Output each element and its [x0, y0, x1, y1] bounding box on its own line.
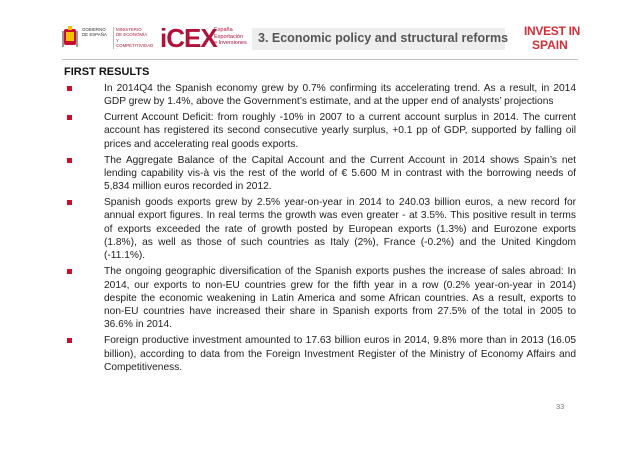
section-heading: FIRST RESULTS [64, 66, 150, 78]
bullet-text: Spanish goods exports grew by 2.5% year-on-year in 2014 to 240.03 billion euros, a new record for annual export figures. In real terms the growth was even greater - at 3.5%. This positive result in terms of exports exceeded the rate of growth posted by European exports (1.3%) and Eurozone exports (1.8%), as well as those of such countries as Italy (2%), France (-0.2%) and the United Kingdom (-11.1%). [104, 197, 576, 262]
coat-of-arms-icon [62, 26, 78, 50]
list-item [64, 196, 576, 262]
bullet-square-icon [67, 200, 72, 205]
slide-title: 3. Economic policy and structural reforms [258, 31, 509, 45]
bullet-text: The Aggregate Balance of the Capital Account and the Current Account in 2014 shows Spain’s net lending capability vis-à vis the rest of the world of € 5.600 M in contrast with the borrowing needs of 5,834 million euros recorded in 2012. [104, 154, 576, 193]
icex-tagline: España Exportación e Inversiones [214, 27, 247, 47]
invest-logo-line2: SPAIN [532, 38, 568, 52]
bullet-list [64, 82, 576, 377]
ministry-logo-text: MINISTERIO DE ECONOMÍA Y COMPETITIVIDAD [116, 27, 154, 49]
bullet-text: In 2014Q4 the Spanish economy grew by 0.7% confirming its accelerating trend. As a result, in 2014 GDP grew by 1.4%, above the Government’s estimate, and at the upper end of analysts’ projections [104, 83, 576, 108]
gov-logo-divider [113, 27, 114, 49]
list-item [64, 82, 576, 109]
icex-logo [160, 24, 252, 52]
bullet-square-icon [67, 269, 72, 274]
bullet-text: Foreign productive investment amounted to 17.63 billion euros in 2014, 9.8% more than in 2013 (16.05 billion), according to data from the Foreign Investment Register of the Ministry of Economy Affairs and Competitiveness. [104, 335, 576, 373]
list-item [64, 334, 576, 374]
bullet-text: Current Account Deficit: from roughly -10% in 2007 to a current account surplus in 2014. The current account has registered its second consecutive yearly surplus, +0.1 pp of GDP, supported by falling oil prices and accelerating real goods exports. [104, 112, 576, 150]
list-item [64, 154, 576, 194]
page-number: 33 [556, 402, 565, 411]
header-divider [62, 59, 578, 60]
bullet-square-icon [67, 86, 72, 91]
bullet-square-icon [67, 338, 72, 343]
government-of-spain-logo [62, 26, 154, 50]
slide-header [0, 0, 638, 62]
invest-logo-line1: INVEST IN [524, 24, 580, 38]
gov-logo-text: GOBIERNO DE ESPAÑA [82, 27, 107, 38]
bullet-square-icon [67, 158, 72, 163]
bullet-text: The ongoing geographic diversification of the Spanish exports pushes the increase of sales abroad: In 2014, our exports to non-EU countries grew for the fifth year in a row (0.2% year-on-year in 2014) despite the economic weakening in Latin America and some African countries. As a result, exports to non-EU countries have increased their share in Spanish exports from 27.5% of the total in 2005 to 36.6% in 2014. [104, 266, 576, 331]
list-item [64, 111, 576, 151]
list-item [64, 265, 576, 331]
icex-wordmark: iCEX [160, 23, 217, 53]
bullet-square-icon [67, 115, 72, 120]
invest-in-spain-logo [524, 24, 580, 56]
